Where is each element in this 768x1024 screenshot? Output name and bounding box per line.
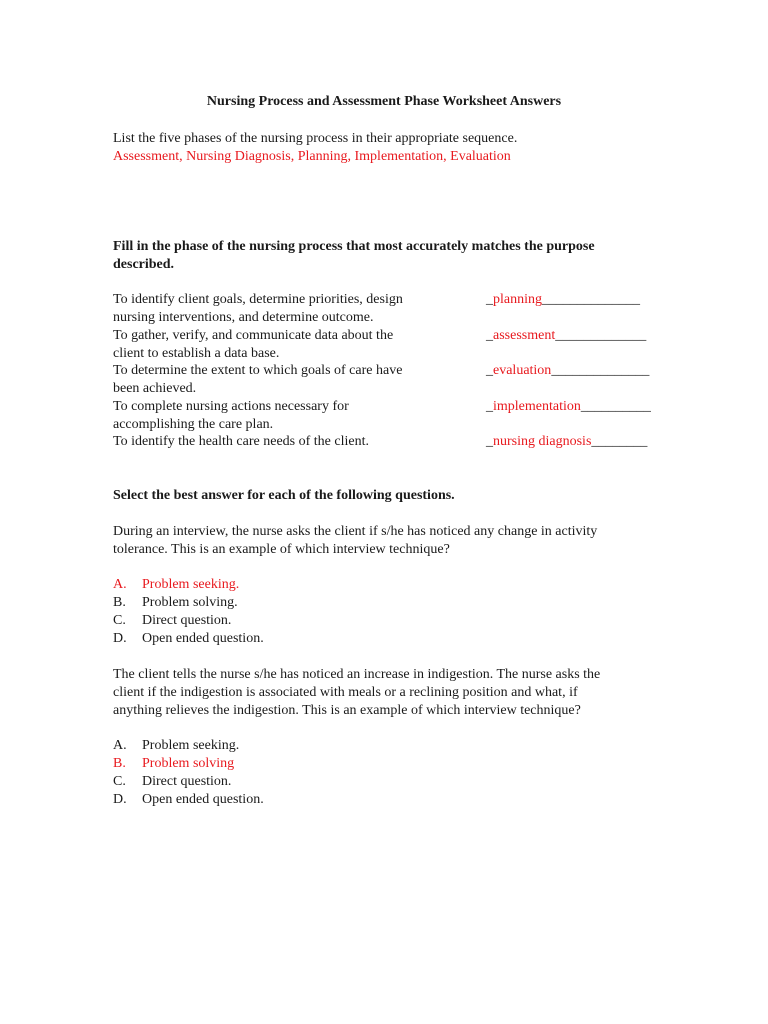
question-2-option-a: A. Problem seeking. (113, 738, 240, 753)
question-1-option-b: B. Problem solving. (113, 595, 238, 610)
phases-answer: Assessment, Nursing Diagnosis, Planning, Implementation, Evaluation (113, 149, 511, 164)
matching-row-description: To determine the extent to which goals of care have been achieved. (113, 363, 403, 396)
matching-row-answer: _assessment_____________ (486, 328, 647, 343)
question-2-option-d: D. Open ended question. (113, 792, 264, 807)
question-2-line3: anything relieves the indigestion. This is an example of which interview technique? (113, 703, 581, 718)
question-2-line2: client if the indigestion is associated with meals or a reclining position and what, if (113, 685, 578, 700)
matching-row-answer: _nursing diagnosis________ (486, 434, 648, 449)
question-2-line1: The client tells the nurse s/he has noticed an increase in indigestion. The nurse asks the (113, 667, 601, 682)
matching-heading-line2: described. (113, 257, 175, 272)
matching-row-answer: _planning______________ (486, 292, 640, 307)
matching-row-description: To complete nursing actions necessary for accomplishing the care plan. (113, 399, 349, 432)
matching-row-description: To gather, verify, and communicate data about the client to establish a data base. (113, 328, 394, 361)
matching-heading-line1: Fill in the phase of the nursing process that most accurately matches the purpose (113, 239, 595, 254)
mcq-heading: Select the best answer for each of the following questions. (113, 488, 455, 503)
matching-row-answer: _evaluation______________ (486, 363, 650, 378)
matching-row-description: To identify client goals, determine priorities, design nursing interventions, and determine outcome. (113, 292, 403, 325)
question-2-option-c: C. Direct question. (113, 774, 232, 789)
question-1-line2: tolerance. This is an example of which interview technique? (113, 542, 450, 557)
matching-row-description: To identify the health care needs of the client. (113, 434, 369, 449)
question-2-option-b: B. Problem solving (113, 756, 235, 771)
question-1-option-c: C. Direct question. (113, 613, 232, 628)
question-1-option-d: D. Open ended question. (113, 631, 264, 646)
phases-prompt: List the five phases of the nursing process in their appropriate sequence. (113, 131, 518, 146)
matching-row-answer: _implementation__________ (486, 399, 651, 414)
page-title: Nursing Process and Assessment Phase Worksheet Answers (206, 94, 562, 109)
question-1-line1: During an interview, the nurse asks the client if s/he has noticed any change in activity (113, 524, 598, 539)
question-1-option-a: A. Problem seeking. (113, 577, 240, 592)
